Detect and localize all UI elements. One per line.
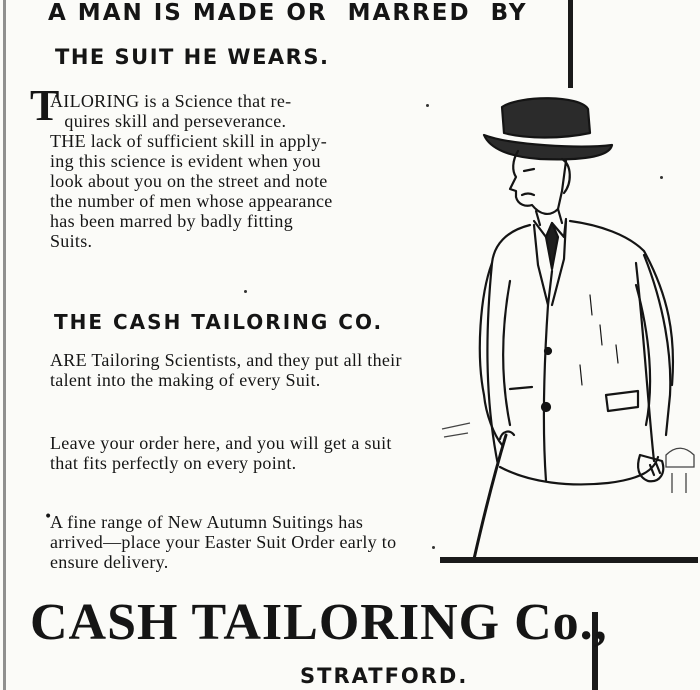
drop-cap: T <box>30 81 60 130</box>
print-speck <box>432 546 435 549</box>
gentleman-illustration <box>440 95 698 575</box>
intro-line: AILORING is a Science that re- <box>50 91 292 111</box>
subheadline: THE SUIT HE WEARS. <box>55 45 330 69</box>
intro-line: ing this science is evident when you <box>50 151 321 171</box>
bullet-mark: • <box>44 509 53 525</box>
order-paragraph: Leave your order here, and you will get a suit that fits perfectly on every point. <box>50 433 392 473</box>
column-rule-top <box>568 0 573 88</box>
footer-company-name: CASH TAILORING Co., <box>30 594 608 651</box>
autumn-suitings-paragraph: A fine range of New Autumn Suitings has arrived—place your Easter Suit Order early to ensure delivery. <box>50 512 397 572</box>
footer-town: STRATFORD. <box>300 664 469 688</box>
print-speck <box>660 176 663 179</box>
hat-drawing <box>484 98 612 159</box>
intro-line: quires skill and perseverance. <box>50 111 287 131</box>
scientists-paragraph: ARE Tailoring Scientists, and they put all their talent into the making of every Suit. <box>50 350 402 390</box>
intro-line: the number of men whose appearance <box>50 191 333 211</box>
intro-line: look about you on the street and note <box>50 171 328 191</box>
print-speck <box>426 104 429 107</box>
ground-line <box>440 557 698 563</box>
intro-line: has been marred by badly fitting <box>50 211 294 231</box>
intro-paragraph <box>50 91 406 251</box>
intro-line: Suits. <box>50 231 93 251</box>
headline: A MAN IS MADE OR MARRED BY <box>48 0 528 26</box>
print-speck <box>244 290 247 293</box>
left-border-rule <box>3 0 6 690</box>
intro-line: THE lack of sufficient skill in apply- <box>50 131 328 151</box>
company-heading: THE CASH TAILORING CO. <box>54 310 384 334</box>
